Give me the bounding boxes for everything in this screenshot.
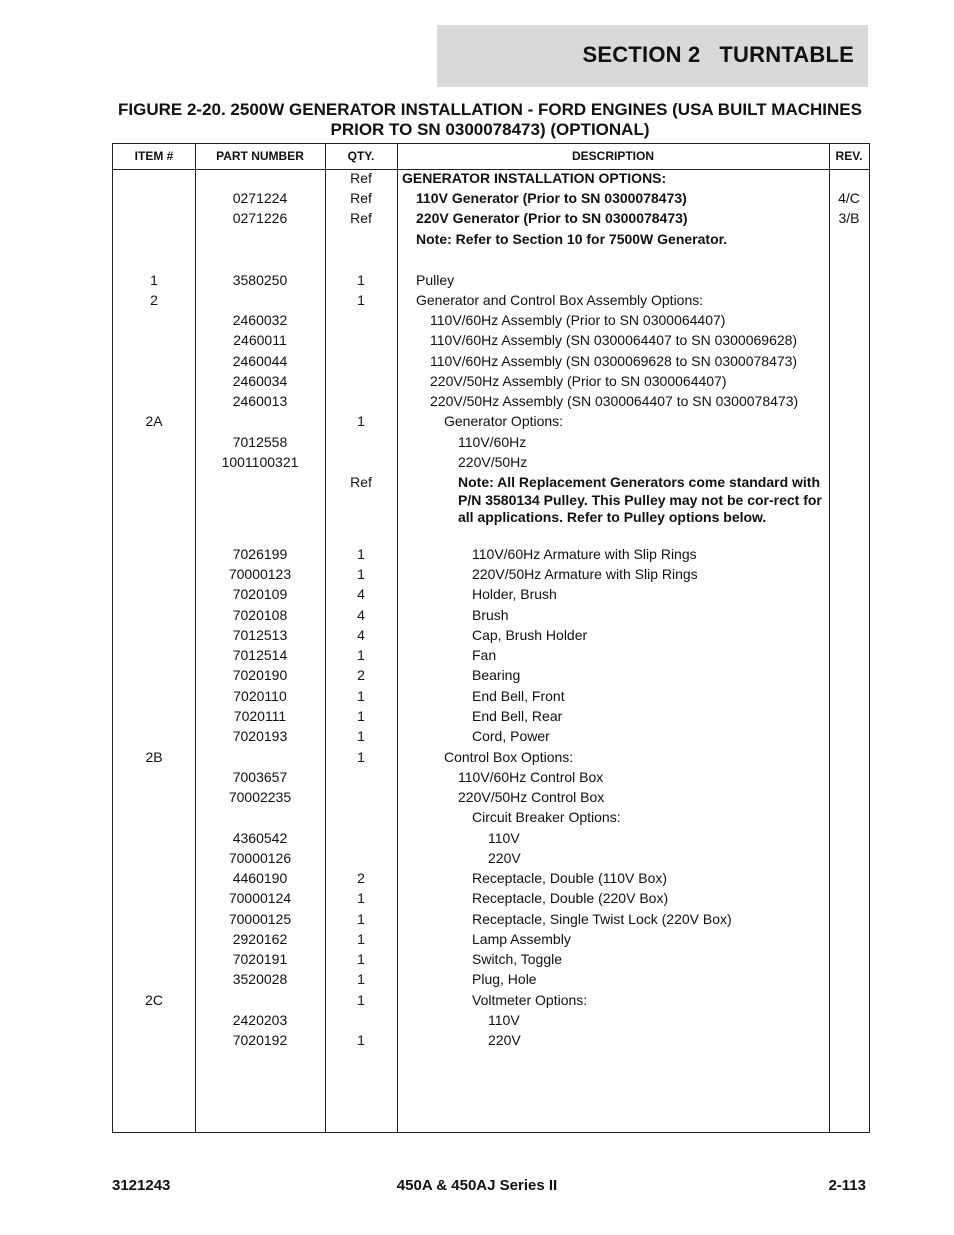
- part-number: 7020193: [232, 728, 288, 744]
- item-number: 2B: [145, 749, 163, 765]
- part-number: 7020111: [233, 708, 287, 724]
- quantity: 2: [357, 870, 365, 886]
- footer-page-number: 2-113: [828, 1177, 866, 1194]
- description: Circuit Breaker Options:: [472, 809, 621, 825]
- part-number: 70000126: [228, 850, 292, 866]
- part-number: 0271224: [232, 190, 288, 206]
- item-number: 2: [150, 292, 158, 308]
- quantity: 1: [357, 708, 365, 724]
- column-header-rev: REV.: [835, 149, 863, 163]
- quantity: 1: [357, 688, 365, 704]
- description: 220V Generator (Prior to SN 0300078473): [416, 210, 688, 226]
- description: Cord, Power: [472, 728, 550, 744]
- description: Fan: [472, 647, 497, 663]
- quantity: 1: [357, 951, 365, 967]
- description: 110V/60Hz: [458, 434, 527, 450]
- part-number: 70002235: [228, 789, 292, 805]
- description: Receptacle, Double (220V Box): [472, 890, 669, 906]
- part-number: 3580250: [232, 272, 288, 288]
- description: GENERATOR INSTALLATION OPTIONS:: [402, 170, 667, 186]
- item-number: 1: [150, 272, 158, 288]
- revision: 4/C: [838, 190, 860, 206]
- part-number: 2460011: [233, 332, 287, 348]
- section-title: SECTION 2 TURNTABLE: [582, 42, 854, 67]
- description: Voltmeter Options:: [472, 992, 588, 1008]
- description: 220V/50Hz Assembly (Prior to SN 0300064407): [430, 373, 727, 389]
- part-number: 7020108: [232, 607, 288, 623]
- description: 110V Generator (Prior to SN 0300078473): [416, 190, 687, 206]
- description: 110V/60Hz Assembly (SN 0300064407 to SN 0300069628): [430, 332, 798, 348]
- part-number: 4360542: [232, 830, 288, 846]
- quantity: 4: [357, 607, 365, 623]
- item-number: 2C: [145, 992, 163, 1008]
- part-number: 2460032: [232, 312, 288, 328]
- description: 110V/60Hz Assembly (SN 0300069628 to SN 0300078473): [430, 353, 798, 369]
- description: End Bell, Front: [472, 688, 565, 704]
- quantity: Ref: [350, 210, 372, 226]
- part-number: 2460044: [232, 353, 288, 369]
- description: Control Box Options:: [444, 749, 574, 765]
- quantity: 1: [357, 749, 365, 765]
- column-divider: [829, 144, 830, 1132]
- description: Note: Refer to Section 10 for 7500W Generator.: [416, 231, 728, 247]
- description: 110V/60Hz Assembly (Prior to SN 0300064407): [430, 312, 726, 328]
- description: Note: All Replacement Generators come standard with P/N 3580134 Pulley. This Pulley may not be cor-rect for all applications. Refer to Pulley options below.: [458, 474, 822, 525]
- part-number: 7012514: [232, 647, 288, 663]
- description: 220V: [488, 1032, 521, 1048]
- quantity: 2: [357, 667, 365, 683]
- revision: 3/B: [838, 210, 860, 226]
- quantity: 4: [357, 627, 365, 643]
- quantity: 1: [357, 413, 365, 429]
- description: Pulley: [416, 272, 455, 288]
- part-number: 7020190: [232, 667, 288, 683]
- description: 220V/50Hz Assembly (SN 0300064407 to SN 0300078473): [430, 393, 799, 409]
- parts-table: [112, 143, 870, 1133]
- part-number: 7020191: [232, 951, 288, 967]
- quantity: Ref: [350, 170, 372, 186]
- figure-title-line2: PRIOR TO SN 0300078473) (OPTIONAL): [330, 120, 650, 139]
- footer-series: 450A & 450AJ Series II: [396, 1177, 558, 1194]
- description: Lamp Assembly: [472, 931, 571, 947]
- part-number: 4460190: [232, 870, 288, 886]
- description: 110V/60Hz Control Box: [458, 769, 604, 785]
- description: Cap, Brush Holder: [472, 627, 588, 643]
- quantity: 1: [357, 566, 365, 582]
- description: Receptacle, Double (110V Box): [472, 870, 668, 886]
- part-number: 3520028: [232, 971, 288, 987]
- description: 220V/50Hz: [458, 454, 528, 470]
- quantity: 1: [357, 971, 365, 987]
- part-number: 70000125: [228, 911, 292, 927]
- column-header-qty: QTY.: [347, 149, 375, 163]
- figure-title-line1: FIGURE 2-20. 2500W GENERATOR INSTALLATION - FORD ENGINES (USA BUILT MACHINES: [118, 100, 862, 119]
- part-number: 2920162: [232, 931, 288, 947]
- footer-document-number: 3121243: [112, 1177, 171, 1194]
- part-number: 7020109: [232, 586, 288, 602]
- quantity: 1: [357, 992, 365, 1008]
- quantity: Ref: [350, 190, 372, 206]
- column-header-item: ITEM #: [134, 149, 174, 163]
- figure-title: [100, 100, 880, 140]
- part-number: 0271226: [232, 210, 288, 226]
- description: 110V: [488, 1012, 520, 1028]
- part-number: 2460034: [232, 373, 288, 389]
- part-number: 7026199: [232, 546, 288, 562]
- description: Plug, Hole: [472, 971, 537, 987]
- part-number: 7020192: [232, 1032, 288, 1048]
- description: 220V/50Hz Armature with Slip Rings: [472, 566, 698, 582]
- description: 220V/50Hz Control Box: [458, 789, 605, 805]
- description: Receptacle, Single Twist Lock (220V Box): [472, 911, 732, 927]
- description: Bearing: [472, 667, 521, 683]
- item-number: 2A: [145, 413, 163, 429]
- quantity: 1: [357, 272, 365, 288]
- description: Brush: [472, 607, 509, 623]
- section-header: [437, 25, 868, 87]
- part-number: 7012558: [232, 434, 288, 450]
- part-number: 2460013: [232, 393, 288, 409]
- description: Generator and Control Box Assembly Options:: [416, 292, 704, 308]
- quantity: 1: [357, 911, 365, 927]
- part-number: 1001100321: [221, 454, 299, 470]
- quantity: 1: [357, 647, 365, 663]
- quantity: 1: [357, 931, 365, 947]
- description: 110V: [488, 830, 520, 846]
- description: End Bell, Rear: [472, 708, 563, 724]
- quantity: 1: [357, 890, 365, 906]
- quantity: 1: [357, 292, 365, 308]
- description: Generator Options:: [444, 413, 564, 429]
- quantity: 1: [357, 728, 365, 744]
- quantity: Ref: [350, 474, 372, 490]
- description: Holder, Brush: [472, 586, 557, 602]
- description: Switch, Toggle: [472, 951, 563, 967]
- column-header-description: DESCRIPTION: [571, 149, 654, 163]
- part-number: 7012513: [232, 627, 288, 643]
- part-number: 2420203: [232, 1012, 288, 1028]
- part-number: 70000123: [228, 566, 292, 582]
- quantity: 4: [357, 586, 365, 602]
- part-number: 7003657: [232, 769, 288, 785]
- column-header-part-number: PART NUMBER: [216, 149, 304, 163]
- description: 110V/60Hz Armature with Slip Rings: [472, 546, 697, 562]
- description: 220V: [488, 850, 521, 866]
- quantity: 1: [357, 546, 365, 562]
- part-number: 70000124: [228, 890, 292, 906]
- column-divider: [397, 144, 398, 1132]
- part-number: 7020110: [233, 688, 287, 704]
- quantity: 1: [357, 1032, 365, 1048]
